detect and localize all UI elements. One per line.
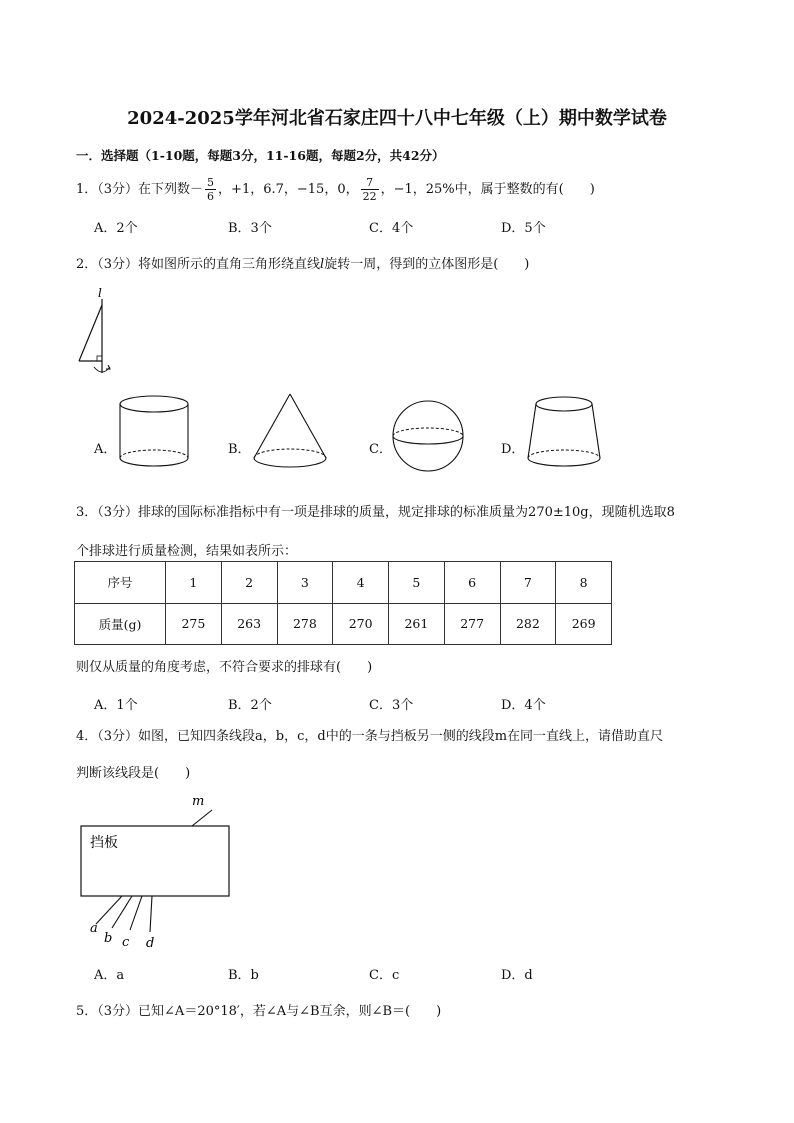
q2-option-d[interactable]: D． (501, 442, 525, 457)
table-cell: 5 (389, 562, 445, 604)
table-row (75, 562, 612, 604)
q1-suffix: ，−1，25%中，属于整数的有( ) (380, 182, 595, 197)
q4-option-a[interactable]: A．a (94, 968, 125, 983)
q4-option-c[interactable]: C．c (369, 968, 400, 983)
table-header-index: 序号 (75, 562, 166, 604)
q2-var: l (320, 257, 325, 272)
table-cell: 8 (556, 562, 612, 604)
table-cell: 3 (277, 562, 333, 604)
q3-option-c[interactable]: C．3个 (369, 698, 414, 713)
question-4-line2: 判断该线段是( ) (76, 766, 191, 781)
q1-middle: ，+1，6.7，−15，0， (218, 182, 359, 197)
question-2 (76, 253, 529, 272)
q2-text-a: 2．（3分）将如图所示的直角三角形绕直线 (76, 257, 321, 272)
question-3-line1: 3．（3分）排球的国际标准指标中有一项是排球的质量，规定排球的标准质量为270±10g，现随机选取8 (76, 505, 675, 520)
table-cell: 263 (221, 603, 277, 645)
q4-option-d[interactable]: D．d (501, 968, 533, 983)
table-cell: 269 (556, 603, 612, 645)
table-header-mass: 质量(g) (75, 603, 166, 645)
question-3-line2: 个排球进行质量检测，结果如表所示： (76, 544, 298, 559)
q3-option-b[interactable]: B．2个 (228, 698, 272, 713)
q1-option-b[interactable]: B．3个 (228, 221, 272, 236)
table-cell: 278 (277, 603, 333, 645)
sphere-icon (390, 398, 466, 474)
table-cell: 2 (221, 562, 277, 604)
segment-d-label: d (146, 936, 155, 951)
table-cell: 1 (166, 562, 222, 604)
fraction-5-6: $\frac{5}{6}$ (207, 176, 215, 203)
q1-option-a[interactable]: A．2个 (94, 221, 138, 236)
q4-option-b[interactable]: B．b (228, 968, 259, 983)
section-heading: 一．选择题（1-10题，每题3分，11-16题，每题2分，共42分） (76, 148, 445, 163)
mass-table (74, 561, 612, 645)
cylinder-icon (116, 392, 192, 472)
q2-option-a[interactable]: A． (94, 442, 117, 457)
q1-option-d[interactable]: D．5个 (501, 221, 546, 236)
q1-prefix: 1．（3分）在下列数－ (76, 182, 204, 197)
table-cell: 282 (500, 603, 556, 645)
table-cell: 261 (389, 603, 445, 645)
q2-text-b: 旋转一周，得到的立体图形是( ) (324, 257, 530, 272)
right-triangle-figure (70, 285, 120, 385)
question-5: 5．（3分）已知∠A＝20°18′，若∠A与∠B互余，则∠B＝( ) (76, 1004, 442, 1019)
segment-b-label: b (104, 931, 113, 946)
q3-option-a[interactable]: A．1个 (94, 698, 138, 713)
table-cell: 4 (333, 562, 389, 604)
page-title: 2024-2025学年河北省石家庄四十八中七年级（上）期中数学试卷 (127, 108, 667, 129)
cone-icon (250, 392, 330, 472)
axis-l-label: l (98, 286, 102, 300)
q3-option-d[interactable]: D．4个 (501, 698, 546, 713)
q2-option-c[interactable]: C． (369, 442, 392, 457)
q1-option-c[interactable]: C．4个 (369, 221, 414, 236)
segment-c-label: c (122, 935, 130, 950)
segment-m-label: m (192, 794, 205, 809)
baffle-label: 挡板 (90, 835, 118, 851)
baffle-figure (74, 790, 244, 955)
segment-a-label: a (90, 921, 98, 936)
table-cell: 270 (333, 603, 389, 645)
fraction-7-22: $\frac{7}{22}$ (362, 176, 377, 203)
table-cell: 277 (444, 603, 500, 645)
question-3-line3: 则仅从质量的角度考虑，不符合要求的排球有( ) (76, 660, 373, 675)
question-1 (76, 176, 595, 203)
table-cell: 275 (166, 603, 222, 645)
table-cell: 6 (444, 562, 500, 604)
table-cell: 7 (500, 562, 556, 604)
q2-option-b[interactable]: B． (228, 442, 251, 457)
table-row (75, 603, 612, 645)
question-4-line1: 4．（3分）如图，已知四条线段a，b，c，d中的一条与挡板另一侧的线段m在同一直线上，请借助直尺 (76, 729, 664, 744)
frustum-icon (524, 392, 604, 472)
